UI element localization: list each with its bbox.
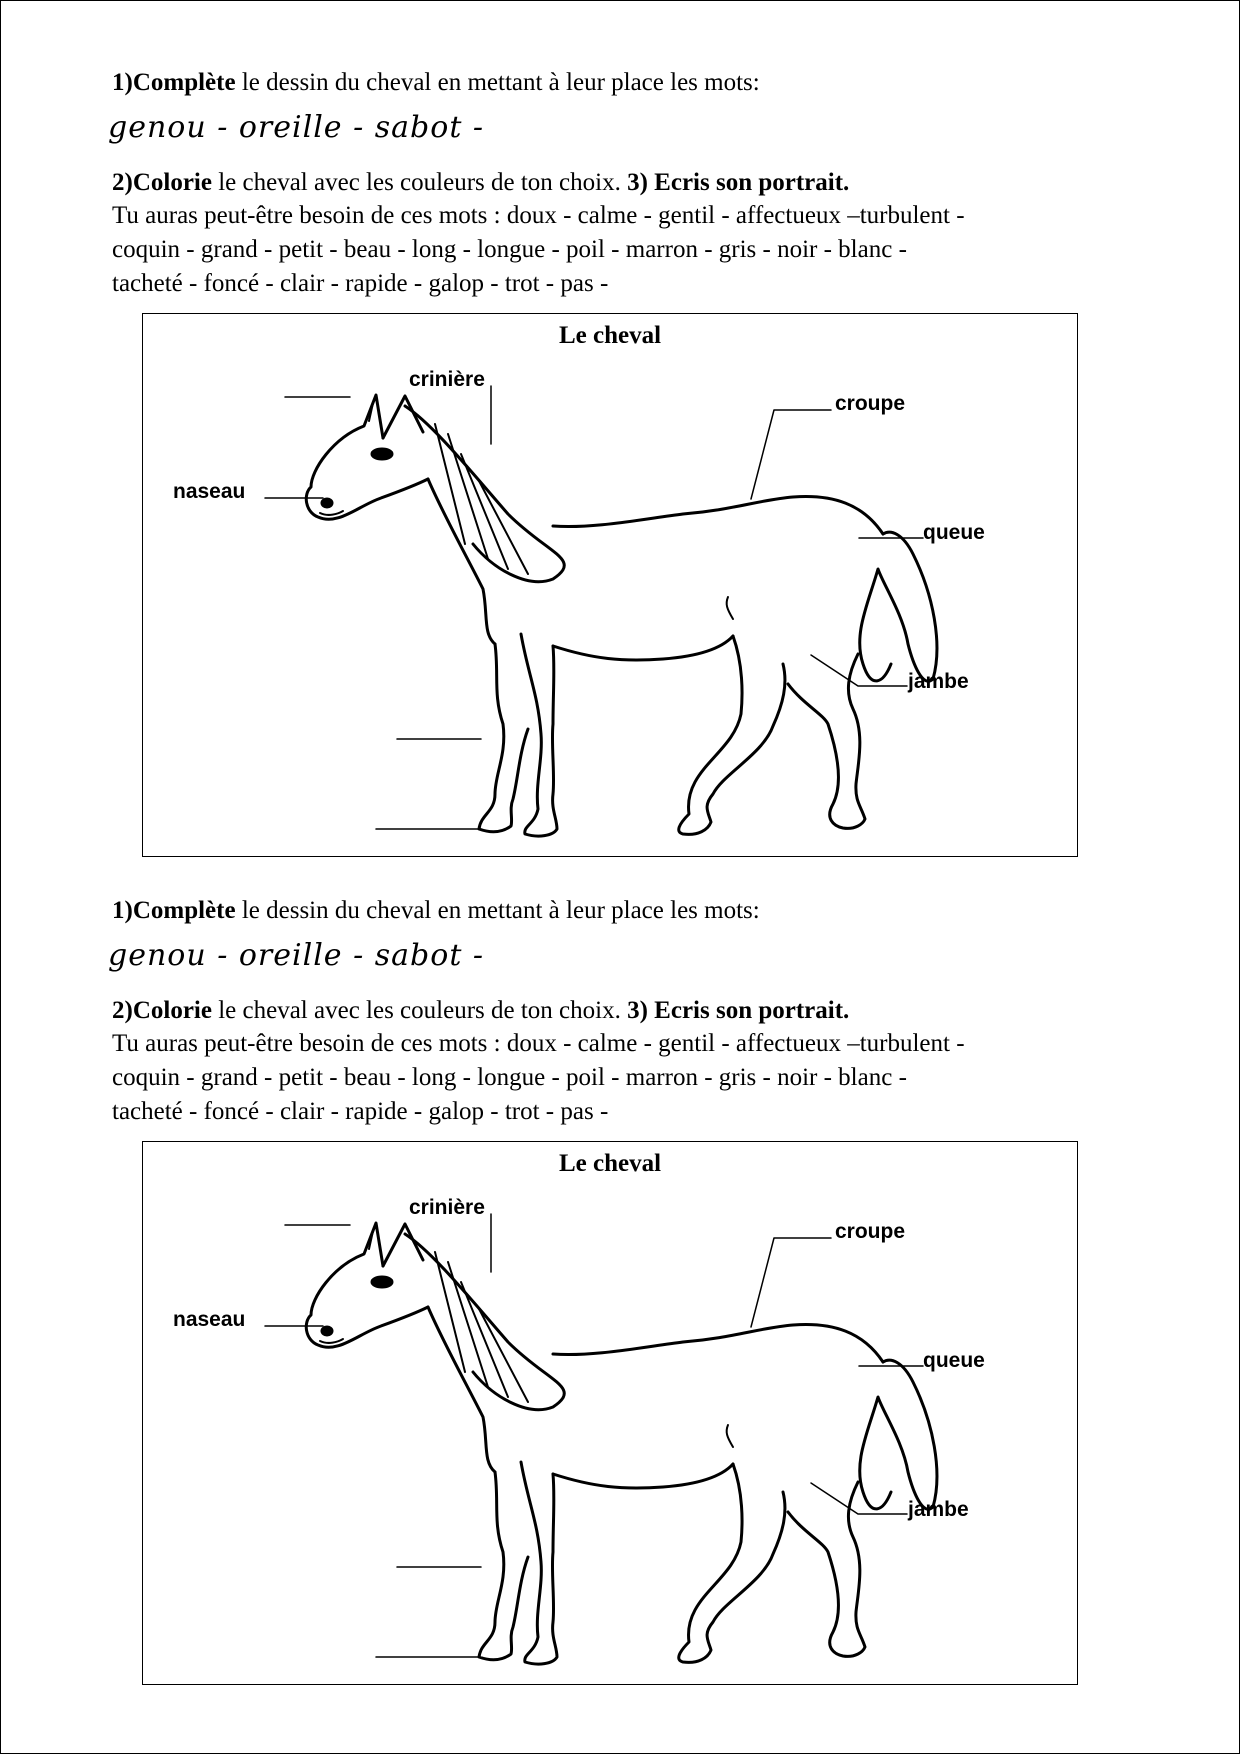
word-list-cursive: genou - oreille - sabot - bbox=[108, 110, 485, 145]
question-2 bbox=[112, 168, 849, 198]
horse-stifle bbox=[727, 597, 733, 619]
hint-line-2: coquin - grand - petit - beau - long - longue - poil - marron - gris - noir - blanc - bbox=[112, 1064, 907, 1091]
horse-figure-frame bbox=[142, 1141, 1078, 1685]
question-2-bold: Colorie bbox=[132, 169, 212, 196]
horse-back bbox=[553, 1324, 883, 1362]
leader-croupe bbox=[751, 1238, 831, 1327]
question-1-bold: Complète bbox=[132, 69, 236, 96]
question-2-text: le cheval avec les couleurs de ton choix. bbox=[211, 169, 628, 196]
horse-mane bbox=[405, 406, 564, 582]
horse-ear-right bbox=[383, 1224, 423, 1266]
horse-belly bbox=[553, 636, 733, 660]
word-list-cursive: genou - oreille - sabot - bbox=[108, 938, 485, 973]
label-queue: queue bbox=[923, 1349, 985, 1372]
horse-hind-leg-right bbox=[788, 654, 865, 828]
label-croupe: croupe bbox=[835, 1220, 906, 1243]
question-1-number: 1) bbox=[112, 69, 133, 96]
question-2-bold: Colorie bbox=[132, 997, 212, 1024]
horse-belly bbox=[553, 1464, 733, 1488]
horse-tail bbox=[860, 532, 937, 681]
hint-line-1: Tu auras peut-être besoin de ces mots : doux - calme - gentil - affectueux –turbulent - bbox=[112, 1030, 965, 1057]
worksheet-section-1 bbox=[0, 0, 1240, 828]
label-naseau: naseau bbox=[173, 480, 246, 503]
label-jambe: jambe bbox=[908, 1498, 969, 1521]
horse-figure-frame bbox=[142, 313, 1078, 857]
question-1-number: 1) bbox=[112, 897, 133, 924]
hint-line-2: coquin - grand - petit - beau - long - longue - poil - marron - gris - noir - blanc - bbox=[112, 236, 907, 263]
question-1 bbox=[112, 896, 760, 926]
question-2-number: 2) bbox=[112, 169, 133, 196]
figure-title: Le cheval bbox=[558, 1150, 662, 1177]
leader-jambe bbox=[811, 1483, 907, 1514]
label-jambe: jambe bbox=[908, 670, 969, 693]
question-1-text: le dessin du cheval en mettant à leur place les mots: bbox=[235, 69, 760, 96]
horse-eye bbox=[372, 449, 392, 459]
hint-line-3: tacheté - foncé - clair - rapide - galop - trot - pas - bbox=[112, 270, 609, 297]
question-1 bbox=[112, 68, 760, 98]
question-2-text: le cheval avec les couleurs de ton choix. bbox=[211, 997, 628, 1024]
horse-nostril bbox=[322, 1327, 332, 1335]
horse-ear-right bbox=[383, 396, 423, 438]
horse-hind-leg-left bbox=[679, 636, 785, 834]
label-criniere: crinière bbox=[409, 368, 485, 391]
leader-croupe bbox=[751, 410, 831, 499]
horse-mouth bbox=[320, 511, 343, 515]
hint-line-1: Tu auras peut-être besoin de ces mots : doux - calme - gentil - affectueux –turbulent - bbox=[112, 202, 965, 229]
horse-stifle bbox=[727, 1425, 733, 1447]
question-1-text: le dessin du cheval en mettant à leur place les mots: bbox=[235, 897, 760, 924]
question-1-bold: Complète bbox=[132, 897, 236, 924]
leader-jambe bbox=[811, 655, 907, 686]
question-3-bold: 3) Ecris son portrait. bbox=[627, 997, 850, 1024]
horse-mouth bbox=[320, 1339, 343, 1343]
horse-drawing bbox=[143, 1142, 1077, 1684]
horse-drawing bbox=[143, 314, 1077, 856]
horse-eye bbox=[372, 1277, 392, 1287]
label-naseau: naseau bbox=[173, 1308, 246, 1331]
hint-line-3: tacheté - foncé - clair - rapide - galop - trot - pas - bbox=[112, 1098, 609, 1125]
question-2 bbox=[112, 996, 849, 1026]
horse-neck bbox=[428, 1307, 495, 1472]
horse-hind-leg-right bbox=[788, 1482, 865, 1656]
horse-nostril bbox=[322, 499, 332, 507]
horse-neck bbox=[428, 479, 495, 644]
label-croupe: croupe bbox=[835, 392, 906, 415]
question-2-number: 2) bbox=[112, 997, 133, 1024]
figure-title: Le cheval bbox=[558, 322, 662, 349]
horse-mane bbox=[405, 1234, 564, 1410]
horse-front-leg-left bbox=[479, 1472, 528, 1660]
question-3-bold: 3) Ecris son portrait. bbox=[627, 169, 850, 196]
horse-hind-leg-left bbox=[679, 1464, 785, 1662]
label-criniere: crinière bbox=[409, 1196, 485, 1219]
horse-tail bbox=[860, 1360, 937, 1509]
worksheet-section-2 bbox=[0, 828, 1240, 1656]
label-queue: queue bbox=[923, 521, 985, 544]
horse-front-leg-left bbox=[479, 644, 528, 832]
horse-back bbox=[553, 496, 883, 534]
